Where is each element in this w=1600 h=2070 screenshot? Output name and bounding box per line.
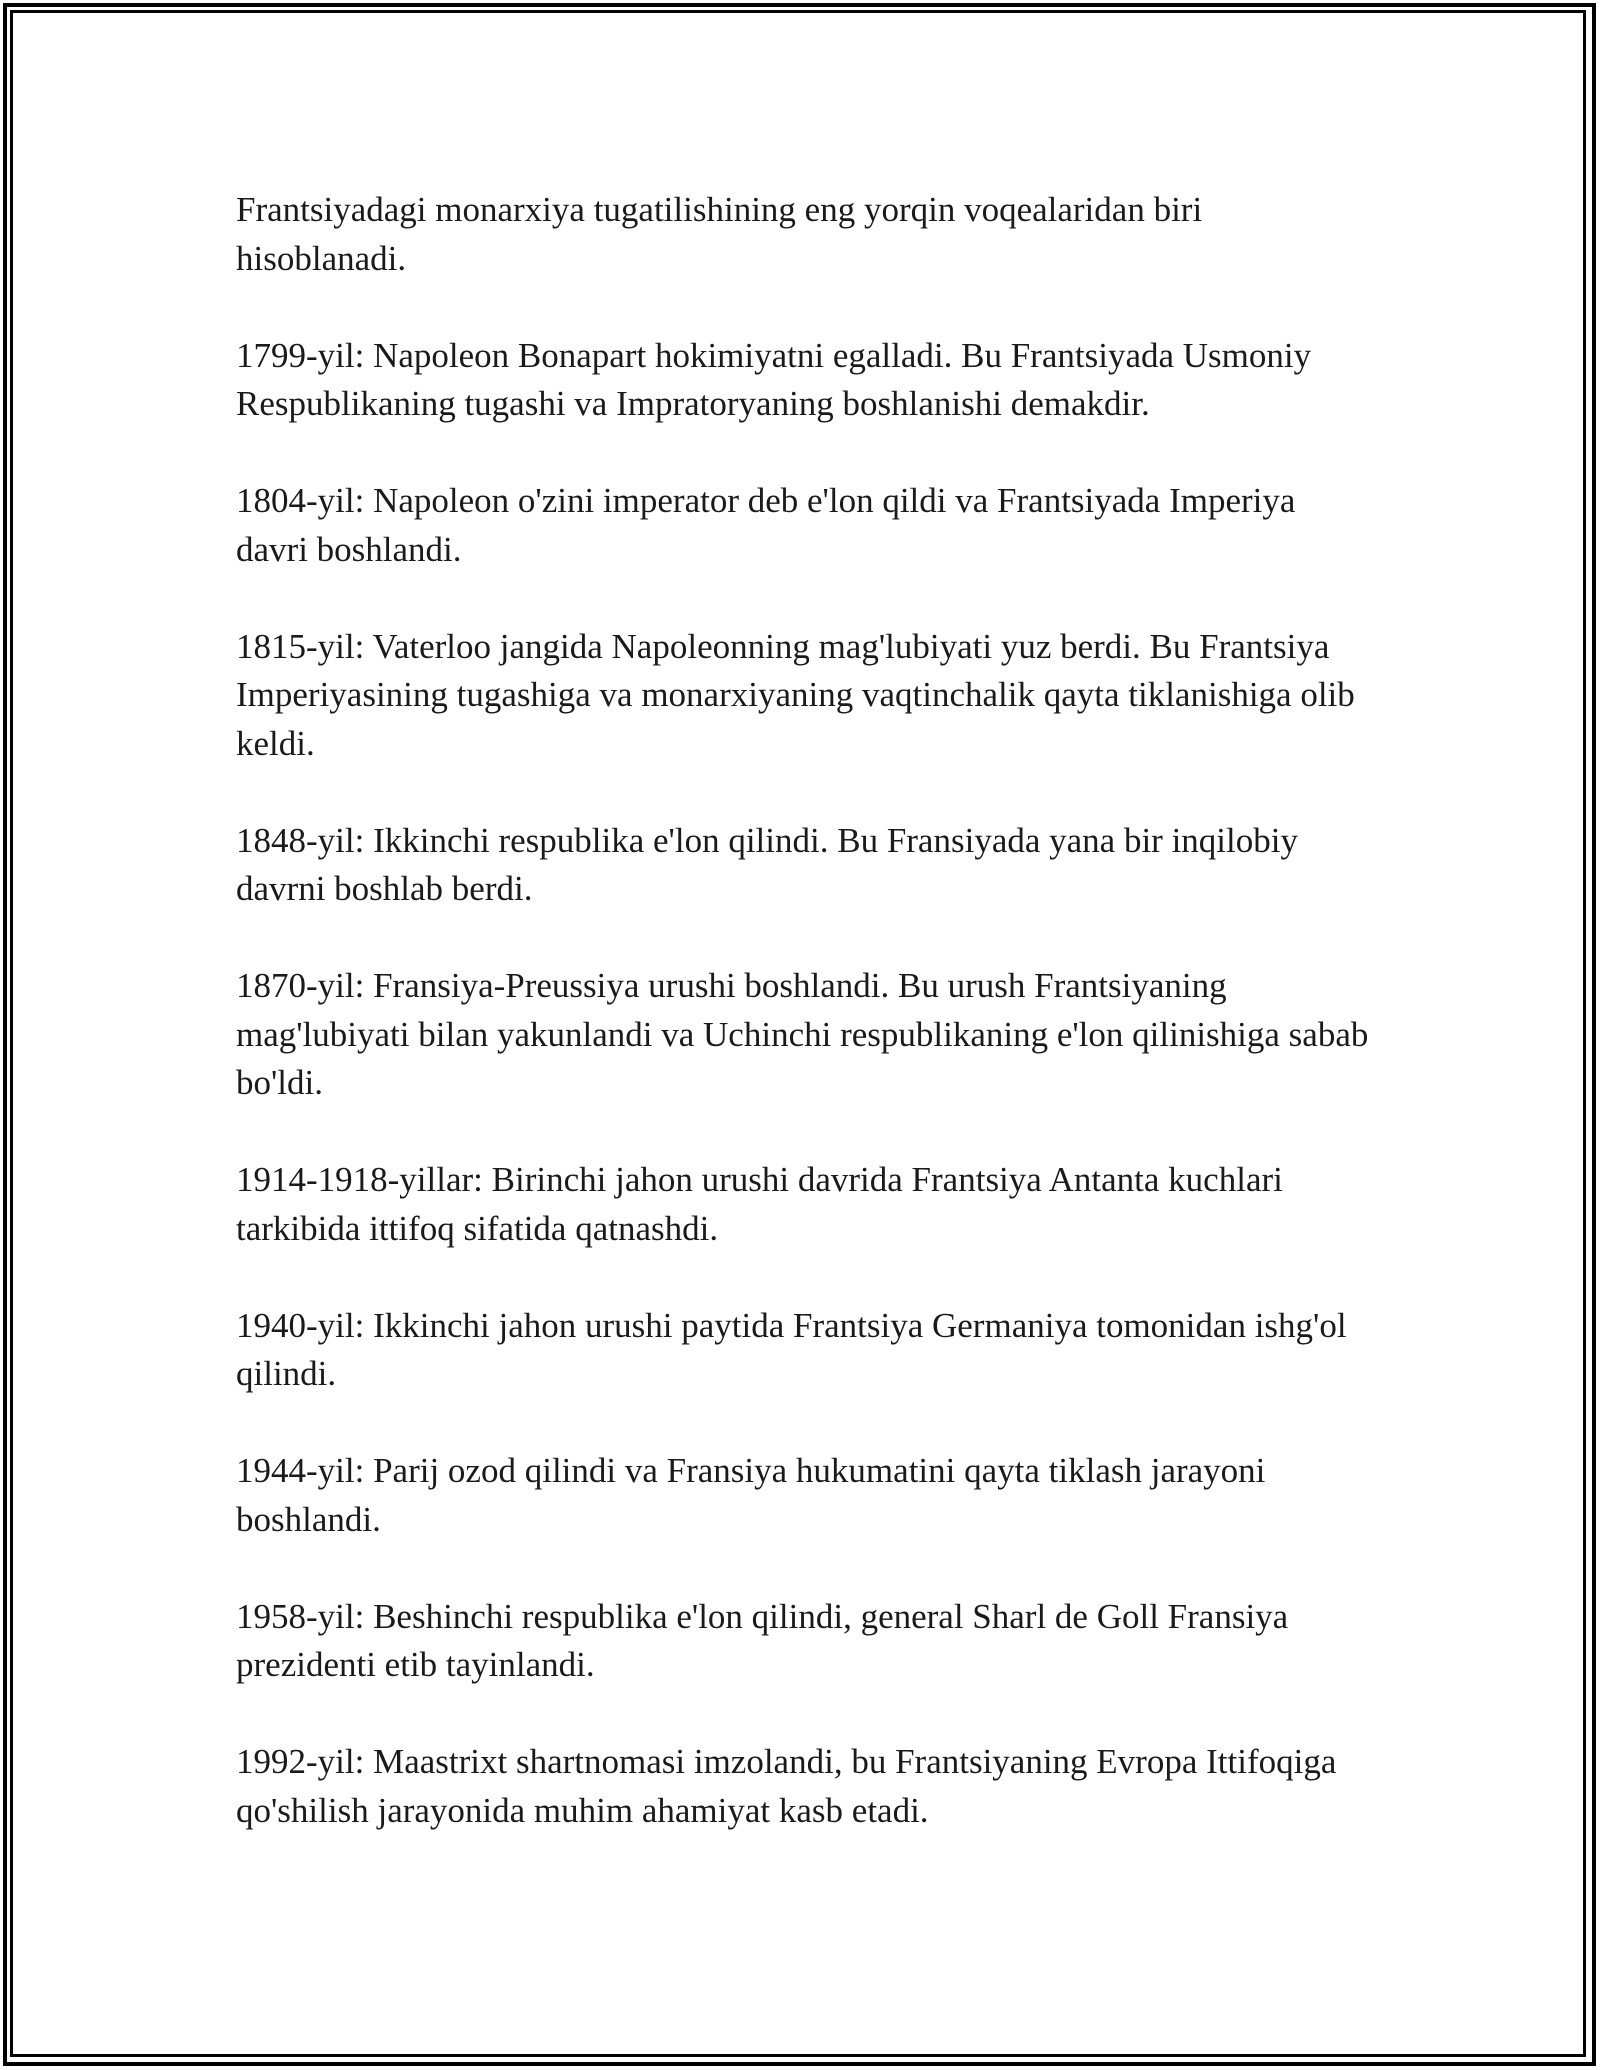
paragraph-1804: 1804-yil: Napoleon o'zini imperator deb e'lon qildi va Frantsiyada Imperiya davri boshlandi. bbox=[236, 481, 1296, 569]
paragraph-1815: 1815-yil: Vaterloo jangida Napoleonning mag'lubiyati yuz berdi. Bu Frantsiya Imperiyasining tugashiga va monarxiyaning vaqtinchalik qayta tiklanishiga olib keldi. bbox=[236, 626, 1355, 763]
document-body bbox=[236, 186, 1376, 1884]
paragraph-1870: 1870-yil: Fransiya-Preussiya urushi boshlandi. Bu urush Frantsiyaning mag'lubiyati bilan yakunlandi va Uchinchi respublikaning e'lon qilinishiga sabab bo'ldi. bbox=[236, 966, 1369, 1102]
paragraph-1799: 1799-yil: Napoleon Bonapart hokimiyatni egalladi. Bu Frantsiyada Usmoniy Respublikaning tugashi va Impratoryaning boshlanishi demakdir. bbox=[236, 335, 1312, 423]
paragraph-intro: Frantsiyadagi monarxiya tugatilishining eng yorqin voqealaridan biri hisoblanadi. bbox=[236, 190, 1203, 278]
paragraph-1848: 1848-yil: Ikkinchi respublika e'lon qilindi. Bu Fransiyada yana bir inqilobiy davrni boshlab berdi. bbox=[236, 820, 1298, 908]
paragraph-1958: 1958-yil: Beshinchi respublika e'lon qilindi, general Sharl de Goll Fransiya prezidenti etib tayinlandi. bbox=[236, 1596, 1289, 1684]
paragraph-1940: 1940-yil: Ikkinchi jahon urushi paytida Frantsiya Germaniya tomonidan ishg'ol qilindi. bbox=[236, 1305, 1347, 1393]
paragraph-1914-1918: 1914-1918-yillar: Birinchi jahon urushi davrida Frantsiya Antanta kuchlari tarkibida ittifoq sifatida qatnashdi. bbox=[236, 1160, 1283, 1248]
paragraph-1944: 1944-yil: Parij ozod qilindi va Fransiya hukumatini qayta tiklash jarayoni boshlandi. bbox=[236, 1451, 1266, 1539]
paragraph-1992: 1992-yil: Maastrixt shartnomasi imzolandi, bu Frantsiyaning Evropa Ittifoqiga qo'shilish jarayonida muhim ahamiyat kasb etadi. bbox=[236, 1742, 1337, 1830]
